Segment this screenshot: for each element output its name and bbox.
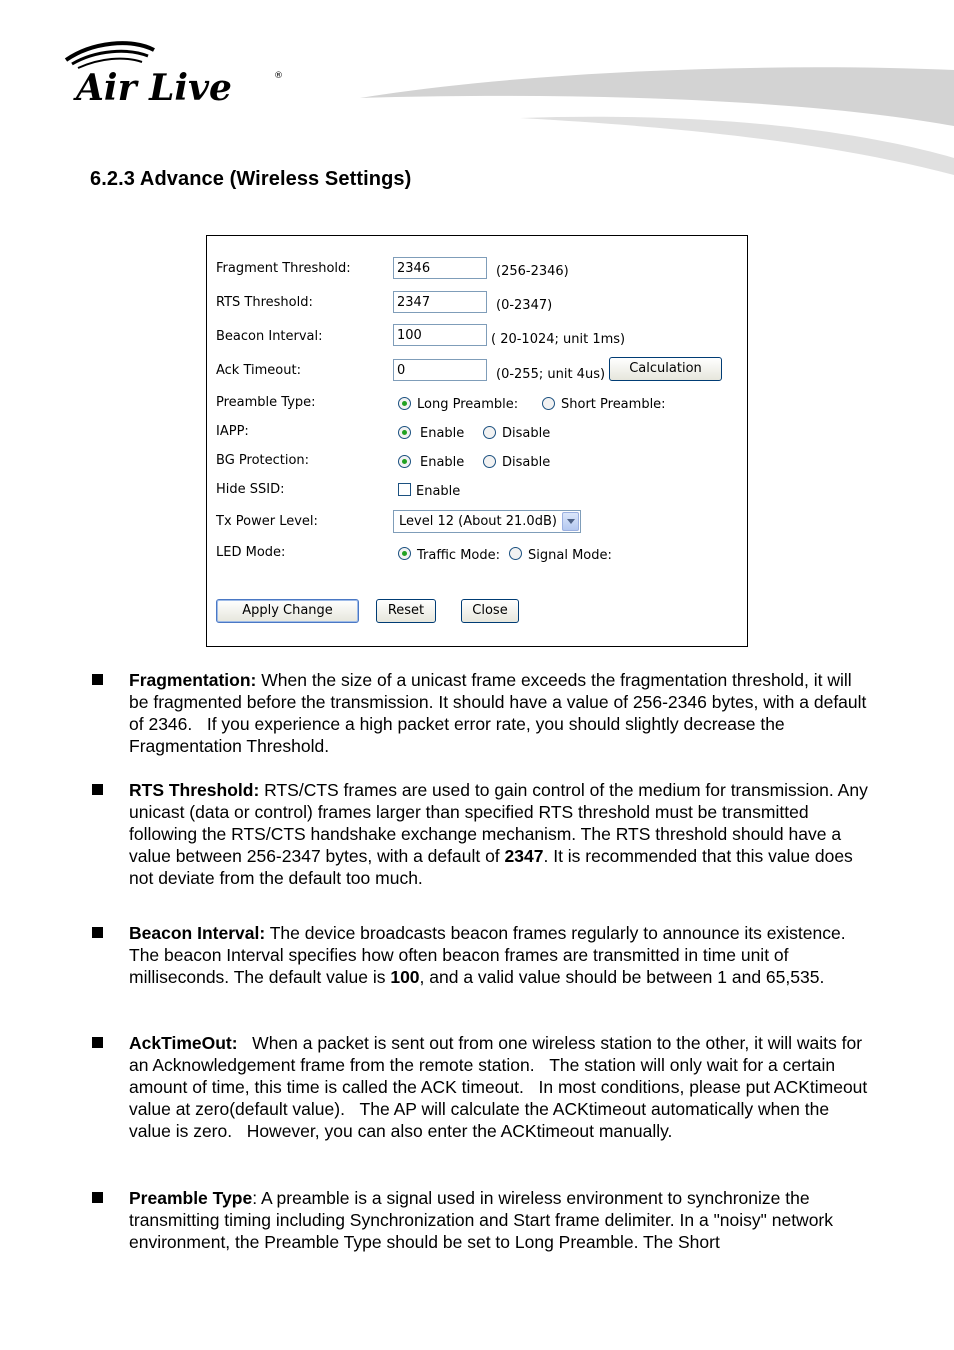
bg-protection-label: BG Protection:: [216, 453, 310, 468]
apply-change-button[interactable]: Apply Change: [216, 599, 359, 623]
fragment-threshold-hint: (256-2346): [496, 264, 569, 279]
hide-ssid-enable-label: Enable: [416, 484, 461, 499]
paragraph-text: When the size of a unicast frame exceeds the fragmentation threshold, it will be fragmented before the transmission. It should have a value of 256-2346 bytes, with a default of 2346. If you experience a high packet error rate, you should slightly decrease the Fragmentation Threshold.: [129, 670, 867, 756]
paragraph-text: The device broadcasts beacon frames regularly to announce its existence. The beacon Interval specifies how often beacon frames are transmitted in time unit of milliseconds. The default value is: [129, 923, 846, 987]
paragraph-text: RTS/CTS frames are used to gain control of the medium for transmission. Any unicast (data or control) frames larger than specified RTS threshold must be transmitted following the RTS/CTS handshake exchange mechanism. The RTS threshold should have a value between 256-2347 bytes, with a default of: [129, 780, 868, 866]
calculation-button[interactable]: Calculation: [609, 357, 722, 381]
preamble-paragraph: [129, 1187, 869, 1253]
fragmentation-paragraph: [129, 669, 869, 757]
paragraph-term: AckTimeOut:: [129, 1033, 238, 1053]
bullet-square-icon: [92, 1192, 103, 1203]
wireless-advanced-panel: [206, 235, 748, 647]
bullet-square-icon: [92, 927, 103, 938]
rts-threshold-label: RTS Threshold:: [216, 295, 313, 310]
tx-power-value: Level 12 (About 21.0dB): [399, 514, 557, 529]
paragraph-bold-value: 2347: [504, 846, 544, 866]
iapp-disable-radio[interactable]: [483, 426, 496, 439]
fragment-threshold-input[interactable]: [393, 257, 487, 279]
ack-timeout-input[interactable]: [393, 359, 487, 381]
signal-mode-radio[interactable]: [509, 547, 522, 560]
rts-threshold-hint: (0-2347): [496, 298, 553, 313]
paragraph-text: : A preamble is a signal used in wireless environment to synchronize the transmitting timing including Synchronization and Start frame delimiter. In a "noisy" network environment, the Preamble Type should be set to Long Preamble. The Short: [129, 1188, 833, 1252]
long-preamble-label: Long Preamble:: [417, 397, 519, 412]
beacon-interval-label: Beacon Interval:: [216, 329, 323, 344]
short-preamble-radio[interactable]: [542, 397, 555, 410]
airlive-logo: [62, 40, 292, 110]
ack-timeout-label: Ack Timeout:: [216, 363, 301, 378]
paragraph-bold-value: 100: [390, 967, 420, 987]
section-title: 6.2.3 Advance (Wireless Settings): [90, 168, 412, 190]
paragraph-term: Beacon Interval:: [129, 923, 266, 943]
paragraph-text: , and a valid value should be between 1 and 65,535.: [419, 967, 825, 987]
chevron-down-icon[interactable]: [562, 512, 579, 531]
beacon-interval-input[interactable]: [393, 324, 487, 346]
paragraph-text: . It is recommended that this value does not deviate from the default too much.: [129, 846, 853, 888]
bg-disable-label: Disable: [502, 455, 551, 470]
bg-disable-radio[interactable]: [483, 455, 496, 468]
reset-button[interactable]: Reset: [376, 599, 436, 623]
bullet-square-icon: [92, 784, 103, 795]
short-preamble-label: Short Preamble:: [561, 397, 666, 412]
iapp-disable-label: Disable: [502, 426, 551, 441]
hide-ssid-checkbox[interactable]: [398, 483, 411, 496]
bg-enable-label: Enable: [420, 455, 465, 470]
tx-power-select[interactable]: [393, 510, 581, 533]
close-button[interactable]: Close: [461, 599, 519, 623]
rts-threshold-input[interactable]: [393, 291, 487, 313]
signal-mode-label: Signal Mode:: [528, 548, 612, 563]
paragraph-term: RTS Threshold:: [129, 780, 260, 800]
iapp-label: IAPP:: [216, 424, 249, 439]
svg-text:®: ®: [274, 71, 283, 81]
iapp-enable-radio[interactable]: [398, 426, 411, 439]
paragraph-term: Preamble Type: [129, 1188, 253, 1208]
beacon-interval-hint: ( 20-1024; unit 1ms): [491, 332, 626, 347]
svg-text:Air Live: Air Live: [76, 67, 232, 109]
tx-power-label: Tx Power Level:: [216, 514, 318, 529]
traffic-mode-label: Traffic Mode:: [417, 548, 500, 563]
bg-enable-radio[interactable]: [398, 455, 411, 468]
ack-timeout-hint: (0-255; unit 4us): [496, 367, 606, 382]
rts-paragraph: [129, 779, 869, 889]
preamble-type-label: Preamble Type:: [216, 395, 316, 410]
iapp-enable-label: Enable: [420, 426, 465, 441]
beacon-paragraph: [129, 922, 869, 988]
bullet-square-icon: [92, 674, 103, 685]
led-mode-label: LED Mode:: [216, 545, 286, 560]
bullet-square-icon: [92, 1037, 103, 1048]
paragraph-text: When a packet is sent out from one wireless station to the other, it will waits for an Acknowledgement frame from the remote station. The station will only wait for a certain amount of time, this time is called the ACK timeout. In most conditions, please put ACKtimeout value at zero(default value). The AP will calculate the ACKtimeout automatically when the value is zero. However, you can also enter the ACKtimeout manually.: [129, 1033, 868, 1141]
fragment-threshold-label: Fragment Threshold:: [216, 261, 351, 276]
paragraph-term: Fragmentation:: [129, 670, 257, 690]
hide-ssid-label: Hide SSID:: [216, 482, 285, 497]
acktimeout-paragraph: [129, 1032, 869, 1142]
traffic-mode-radio[interactable]: [398, 547, 411, 560]
long-preamble-radio[interactable]: [398, 397, 411, 410]
